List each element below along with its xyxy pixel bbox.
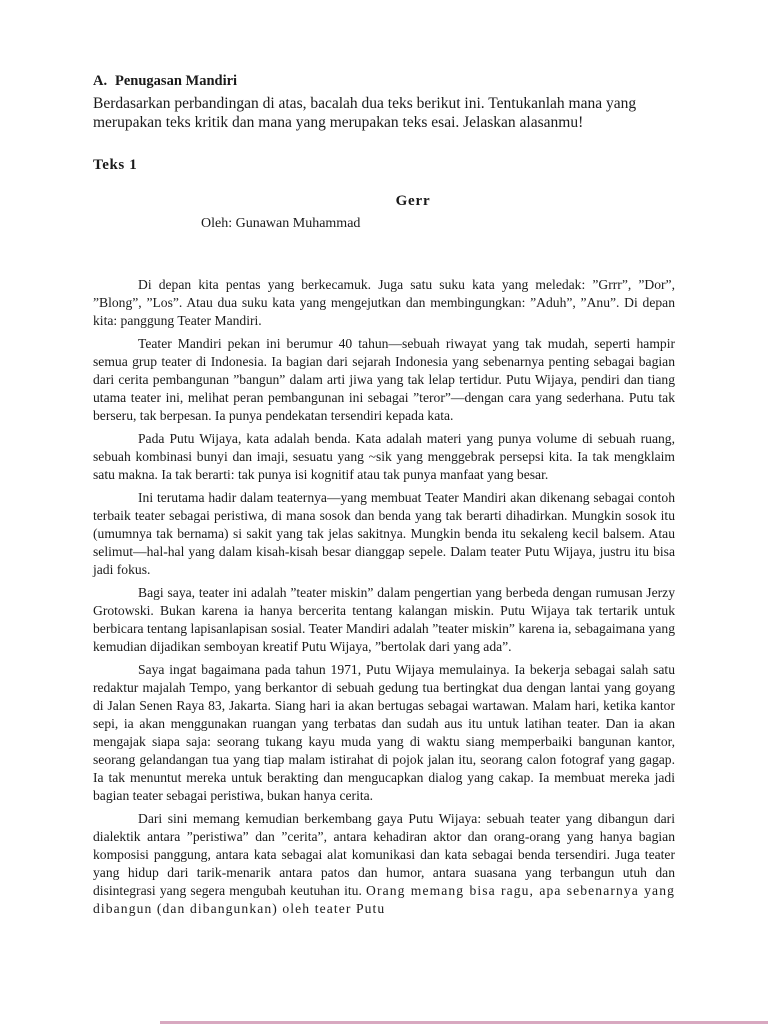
- section-heading: [93, 72, 675, 91]
- section-title: Penugasan Mandiri: [115, 73, 238, 89]
- article-body: [93, 276, 675, 918]
- paragraph: Bagi saya, teater ini adalah ”teater miskin” dalam pengertian yang berbeda dengan rumusan Jerzy Grotowski. Bukan karena ia hanya bercerita tentang kalangan miskin. Putu Wijaya tak tertarik untuk berbicara tentang lapisanlapisan sosial. Teater Mandiri adalah ”teater miskin” karena ia, sebagaimana yang kemudian dijadikan semboyan kreatif Putu Wijaya, ”bertolak dari yang ada”.: [93, 585, 675, 654]
- teks-label: Teks 1: [93, 157, 138, 173]
- paragraph: Teater Mandiri pekan ini berumur 40 tahun—sebuah riwayat yang tak mudah, seperti hampir semua grup teater di Indonesia. Ia bagian dari sejarah Indonesia yang sebenarnya penting sebagai bagian dari cerita pembangunan ”bangun” dalam arti jiwa yang tak lelap tertidur. Putu Wijaya, pendiri dan tiang utama teater ini, melihat peran pembangunan ini sebagai ”teror”—dengan cara yang sederhana. Putu tak berseru, tak berpesan. Ia punya pendekatan tersendiri kepada kata.: [93, 336, 675, 423]
- instruction-text: Berdasarkan perbandingan di atas, bacalah dua teks berikut ini. Tentukanlah mana yang merupakan teks kritik dan mana yang merupakan teks esai. Jelaskan alasanmu!: [93, 95, 637, 131]
- paragraph: Ini terutama hadir dalam teaternya—yang membuat Teater Mandiri akan dikenang sebagai contoh terbaik teater sebagai peristiwa, di mana sosok dan benda yang tak berarti dihadirkan. Mungkin sosok itu (umumnya tak bernama) si sakit yang tak jelas sakitnya. Mungkin benda itu sekaleng kecil balsem. Atau selimut—hal-hal yang dalam kisah-kisah besar dianggap sepele. Dalam teater Putu Wijaya, justru itu bisa jadi fokus.: [93, 490, 675, 577]
- paragraph-text-continued: Orang memang bisa ragu, apa sebenarnya yang dibangun (dan dibangunkan) oleh teater Putu: [93, 883, 675, 916]
- paragraph-text: Dari sini memang kemudian berkembang gaya Putu Wijaya: sebuah teater yang dibangun dari dialektik antara ”peristiwa” dan ”cerita”, antara kehadiran aktor dan orang-orang yang hanya bagian komposisi panggung, antara kata sebagai alat komunikasi dan kata sebagai benda tersendiri. Juga teater yang hidup dari tarik-menarik antara patos dan humor, antara suasana yang terbangun utuh dan disintegrasi yang segera mengubah keutuhan itu.: [93, 811, 675, 898]
- paragraph: [93, 810, 675, 918]
- section-number: A.: [93, 73, 108, 89]
- article-title: Gerr: [395, 193, 431, 209]
- article-author: Oleh: Gunawan Muhammad: [201, 216, 361, 231]
- document-page: [93, 72, 675, 918]
- paragraph: Pada Putu Wijaya, kata adalah benda. Kata adalah materi yang punya volume di sebuah ruang, sebuah kombinasi bunyi dan imaji, sesuatu yang ~sik yang menggebrak persepsi kita. Ia tak mengklaim satu makna. Ia tak berarti: tak punya isi kognitif atau tak punya manfaat yang besar.: [93, 431, 675, 482]
- paragraph: Saya ingat bagaimana pada tahun 1971, Putu Wijaya memulainya. Ia bekerja sebagai salah satu redaktur majalah Tempo, yang berkantor di sebuah gedung tua bertingkat dua dengan lantai yang goyang di Jalan Senen Raya 83, Jakarta. Siang hari ia akan bertugas sebagai wartawan. Malam hari, ketika kantor sepi, ia akan menggunakan ruangan yang terbatas dan sudah aus itu untuk latihan teater. Dan ia akan mengajak siapa saja: seorang tukang kayu muda yang di waktu siang memperbaiki bangunan kantor, seorang gelandangan tua yang tiap malam istirahat di pojok jalan itu, seorang calon fotograf yang gagap. Ia tak menuntut mereka untuk berakting dan mengucapkan dialog yang cakap. Ia membuat mereka jadi bagian teater sebagai peristiwa, bukan hanya cerita.: [93, 662, 675, 803]
- paragraph: Di depan kita pentas yang berkecamuk. Juga satu suku kata yang meledak: ”Grrr”, ”Dor”, ”Blong”, ”Los”. Atau dua suku kata yang mengejutkan dan membingungkan: ”Aduh”, ”Anu”. Di depan kita: panggung Teater Mandiri.: [93, 277, 675, 328]
